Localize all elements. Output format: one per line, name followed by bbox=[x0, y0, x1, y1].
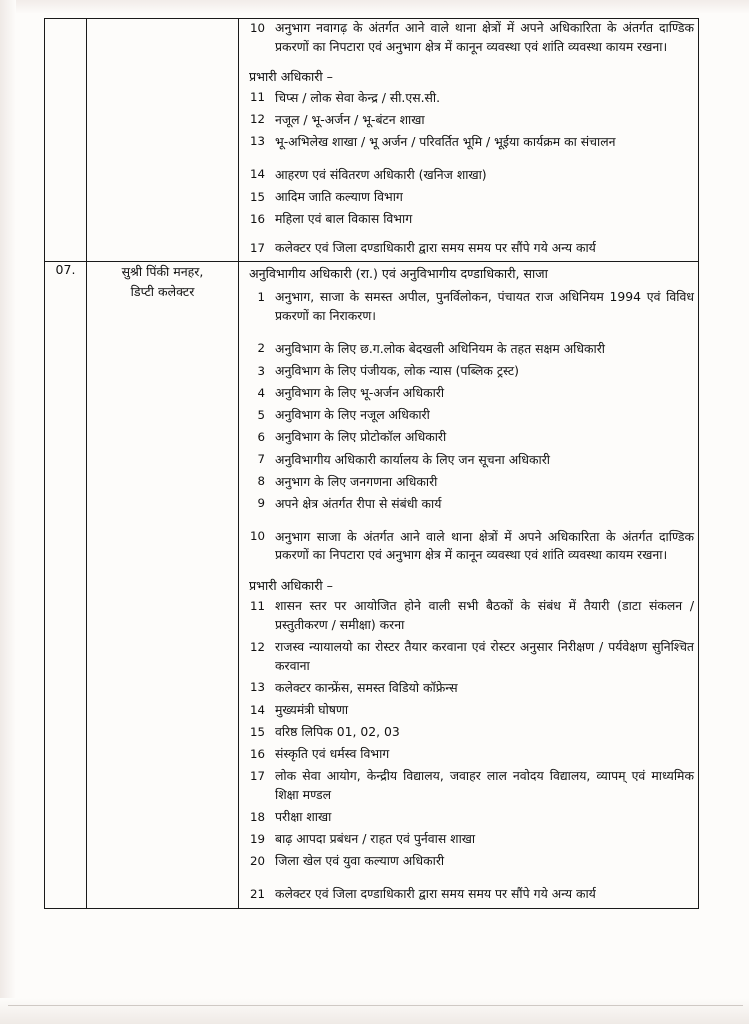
table-row bbox=[45, 19, 699, 262]
item-text: परीक्षा शाखा bbox=[275, 809, 332, 825]
table-row bbox=[45, 262, 699, 908]
list-item bbox=[239, 767, 698, 804]
list-item bbox=[239, 340, 698, 359]
item-number: 1 bbox=[257, 289, 265, 304]
spacer bbox=[239, 232, 698, 239]
spacer bbox=[239, 329, 698, 340]
item-number: 5 bbox=[257, 407, 265, 422]
item-number: 19 bbox=[249, 831, 265, 846]
item-number: 14 bbox=[249, 167, 265, 182]
item-text: आदिम जाति कल्याण विभाग bbox=[275, 189, 403, 205]
section-heading: प्रभारी अधिकारी – bbox=[249, 577, 333, 593]
item-text: शासन स्तर पर आयोजित होने वाली सभी बैठकों के संबंध में तैयारी (डाटा संकलन / प्रस्तुतीकरण / समीक्षा) करना bbox=[275, 598, 694, 633]
item-text: अपने क्षेत्र अंतर्गत रीपा से संबंधी कार्य bbox=[275, 495, 442, 511]
officer-designation-line: डिप्टी कलेक्टर bbox=[130, 283, 195, 299]
item-number: 9 bbox=[257, 496, 265, 511]
page-bottom-rule bbox=[8, 1005, 743, 1006]
item-text: लोक सेवा आयोग, केन्द्रीय विद्यालय, जवाहर लाल नवोदय विद्यालय, व्यापम् एवं माध्यमिक शिक्षा मण्डल bbox=[275, 768, 694, 802]
list-item bbox=[239, 679, 698, 698]
list-item bbox=[239, 638, 698, 675]
item-number: 10 bbox=[249, 529, 265, 544]
item-number: 2 bbox=[257, 341, 265, 356]
duties-cell bbox=[239, 19, 699, 262]
officer-name-cell bbox=[87, 19, 239, 262]
duty-list bbox=[239, 597, 698, 870]
item-number: 17 bbox=[249, 768, 265, 783]
list-item bbox=[239, 133, 698, 152]
item-text: बाढ़ आपदा प्रबंधन / राहत एवं पुर्नवास शाखा bbox=[275, 831, 476, 847]
item-number: 11 bbox=[249, 90, 265, 105]
duty-list bbox=[239, 166, 698, 229]
item-number: 10 bbox=[249, 20, 265, 35]
item-text: कलेक्टर एवं जिला दण्डाधिकारी द्वारा समय समय पर सौंपे गये अन्य कार्य bbox=[275, 886, 596, 902]
item-number: 15 bbox=[249, 724, 265, 739]
item-number: 15 bbox=[249, 189, 265, 204]
section-heading: प्रभारी अधिकारी – bbox=[249, 68, 333, 84]
list-item bbox=[239, 885, 698, 904]
item-number: 12 bbox=[249, 112, 265, 127]
duty-list bbox=[239, 19, 698, 56]
list-item bbox=[239, 451, 698, 470]
spacer bbox=[239, 874, 698, 885]
list-item bbox=[239, 428, 698, 447]
officer-name-line: सुश्री पिंकी मनहर, bbox=[121, 264, 204, 280]
item-text: अनुविभाग के लिए प्रोटोकॉल अधिकारी bbox=[275, 429, 447, 445]
item-text: अनुविभाग के लिए नजूल अधिकारी bbox=[275, 407, 430, 423]
list-item bbox=[239, 852, 698, 871]
duty-list bbox=[239, 288, 698, 325]
item-number: 8 bbox=[257, 474, 265, 489]
list-item bbox=[239, 528, 698, 565]
list-item bbox=[239, 19, 698, 56]
list-item bbox=[239, 723, 698, 742]
table-body bbox=[45, 19, 699, 909]
item-number: 16 bbox=[249, 211, 265, 226]
serial-cell bbox=[45, 19, 87, 262]
item-text: महिला एवं बाल विकास विभाग bbox=[275, 211, 413, 227]
duty-list bbox=[239, 239, 698, 258]
list-item bbox=[239, 701, 698, 720]
item-text: मुख्यमंत्री घोषणा bbox=[275, 702, 349, 718]
item-text: अनुभाग के लिए जनगणना अधिकारी bbox=[275, 473, 438, 489]
item-number: 18 bbox=[249, 809, 265, 824]
item-text: अनुविभागीय अधिकारी कार्यालय के लिए जन सूचना अधिकारी bbox=[275, 451, 550, 467]
paper-edge-left bbox=[0, 0, 16, 1024]
officer-name-cell bbox=[87, 262, 239, 908]
duty-list bbox=[239, 528, 698, 565]
list-item bbox=[239, 362, 698, 381]
item-text: अनुविभाग के लिए छ.ग.लोक बेदखली अधिनियम के तहत सक्षम अधिकारी bbox=[275, 340, 605, 356]
item-text: चिप्स / लोक सेवा केन्द्र / सी.एस.सी. bbox=[275, 89, 441, 105]
list-item bbox=[239, 111, 698, 130]
item-text: अनुविभाग के लिए पंजीयक, लोक न्यास (पब्लिक ट्रस्ट) bbox=[275, 363, 519, 379]
item-number: 16 bbox=[249, 746, 265, 761]
item-text: कलेक्टर एवं जिला दण्डाधिकारी द्वारा समय समय पर सौंपे गये अन्य कार्य bbox=[275, 240, 596, 256]
list-item bbox=[239, 406, 698, 425]
item-number: 6 bbox=[257, 429, 265, 444]
duty-list bbox=[239, 885, 698, 904]
item-text: अनुविभाग के लिए भू-अर्जन अधिकारी bbox=[275, 385, 445, 401]
list-item bbox=[239, 288, 698, 325]
paper-edge-top bbox=[0, 0, 749, 14]
item-number: 3 bbox=[257, 363, 265, 378]
list-item bbox=[239, 89, 698, 108]
spacer bbox=[239, 517, 698, 528]
item-number: 4 bbox=[257, 385, 265, 400]
list-item bbox=[239, 808, 698, 827]
item-text: वरिष्ठ लिपिक 01, 02, 03 bbox=[275, 724, 400, 740]
duties-cell bbox=[239, 262, 699, 908]
item-number: 14 bbox=[249, 702, 265, 717]
duty-list bbox=[239, 340, 698, 513]
item-number: 7 bbox=[257, 452, 265, 467]
paper-edge-bottom bbox=[0, 998, 749, 1024]
list-item bbox=[239, 210, 698, 229]
serial-cell: 07. bbox=[45, 262, 87, 908]
list-item bbox=[239, 473, 698, 492]
item-text: भू-अभिलेख शाखा / भू अर्जन / परिवर्तित भूमि / भूईया कार्यक्रम का संचालन bbox=[275, 133, 616, 149]
duty-list bbox=[239, 89, 698, 152]
spacer bbox=[239, 155, 698, 166]
item-number: 13 bbox=[249, 134, 265, 149]
item-text: अनुभाग, साजा के समस्त अपील, पुनर्विलोकन, पंचायत राज अधिनियम 1994 एवं विविध प्रकरणों का निराकरण। bbox=[275, 289, 694, 323]
item-text: नजूल / भू-अर्जन / भू-बंटन शाखा bbox=[275, 111, 425, 127]
item-text: अनुभाग साजा के अंतर्गत आने वाले थाना क्षेत्रों में अपने अधिकारिता के अंतर्गत दाण्डिक प्रकरणों का निपटारा एवं अनुभाग क्षेत्र में कानून व्यवस्था एवं शांति व्यवस्था कायम रखना। bbox=[275, 528, 694, 563]
list-item bbox=[239, 830, 698, 849]
item-number: 12 bbox=[249, 639, 265, 654]
list-item bbox=[239, 597, 698, 634]
item-number: 20 bbox=[249, 853, 265, 868]
item-text: जिला खेल एवं युवा कल्याण अधिकारी bbox=[275, 853, 445, 869]
item-number: 13 bbox=[249, 680, 265, 695]
duty-allocation-table bbox=[44, 18, 699, 909]
item-text: राजस्व न्यायालयो का रोस्टर तैयार करवाना एवं रोस्टर अनुसार निरीक्षण / पर्यवेक्षण सुनिश्चित करवाना bbox=[275, 639, 694, 673]
list-item bbox=[239, 495, 698, 514]
item-number: 17 bbox=[249, 240, 265, 255]
item-text: कलेक्टर कान्फ्रेंस, समस्त विडियो कॉफ्रेन्स bbox=[275, 679, 458, 695]
list-item bbox=[239, 239, 698, 258]
list-item bbox=[239, 745, 698, 764]
item-text: संस्कृति एवं धर्मस्व विभाग bbox=[275, 746, 390, 762]
item-number: 21 bbox=[249, 886, 265, 901]
item-text: अनुभाग नवागढ़ के अंतर्गत आने वाले थाना क्षेत्रों में अपने अधिकारिता के अंतर्गत दाण्डिक प्रकरणों का निपटारा एवं अनुभाग क्षेत्र में कानून व्यवस्था एवं शांति व्यवस्था कायम रखना। bbox=[275, 20, 694, 54]
item-text: आहरण एवं संवितरण अधिकारी (खनिज शाखा) bbox=[275, 166, 487, 182]
list-item bbox=[239, 188, 698, 207]
section-heading: अनुविभागीय अधिकारी (रा.) एवं अनुविभागीय दण्डाधिकारी, साजा bbox=[249, 266, 548, 282]
list-item bbox=[239, 166, 698, 185]
item-number: 11 bbox=[249, 598, 265, 613]
list-item bbox=[239, 384, 698, 403]
